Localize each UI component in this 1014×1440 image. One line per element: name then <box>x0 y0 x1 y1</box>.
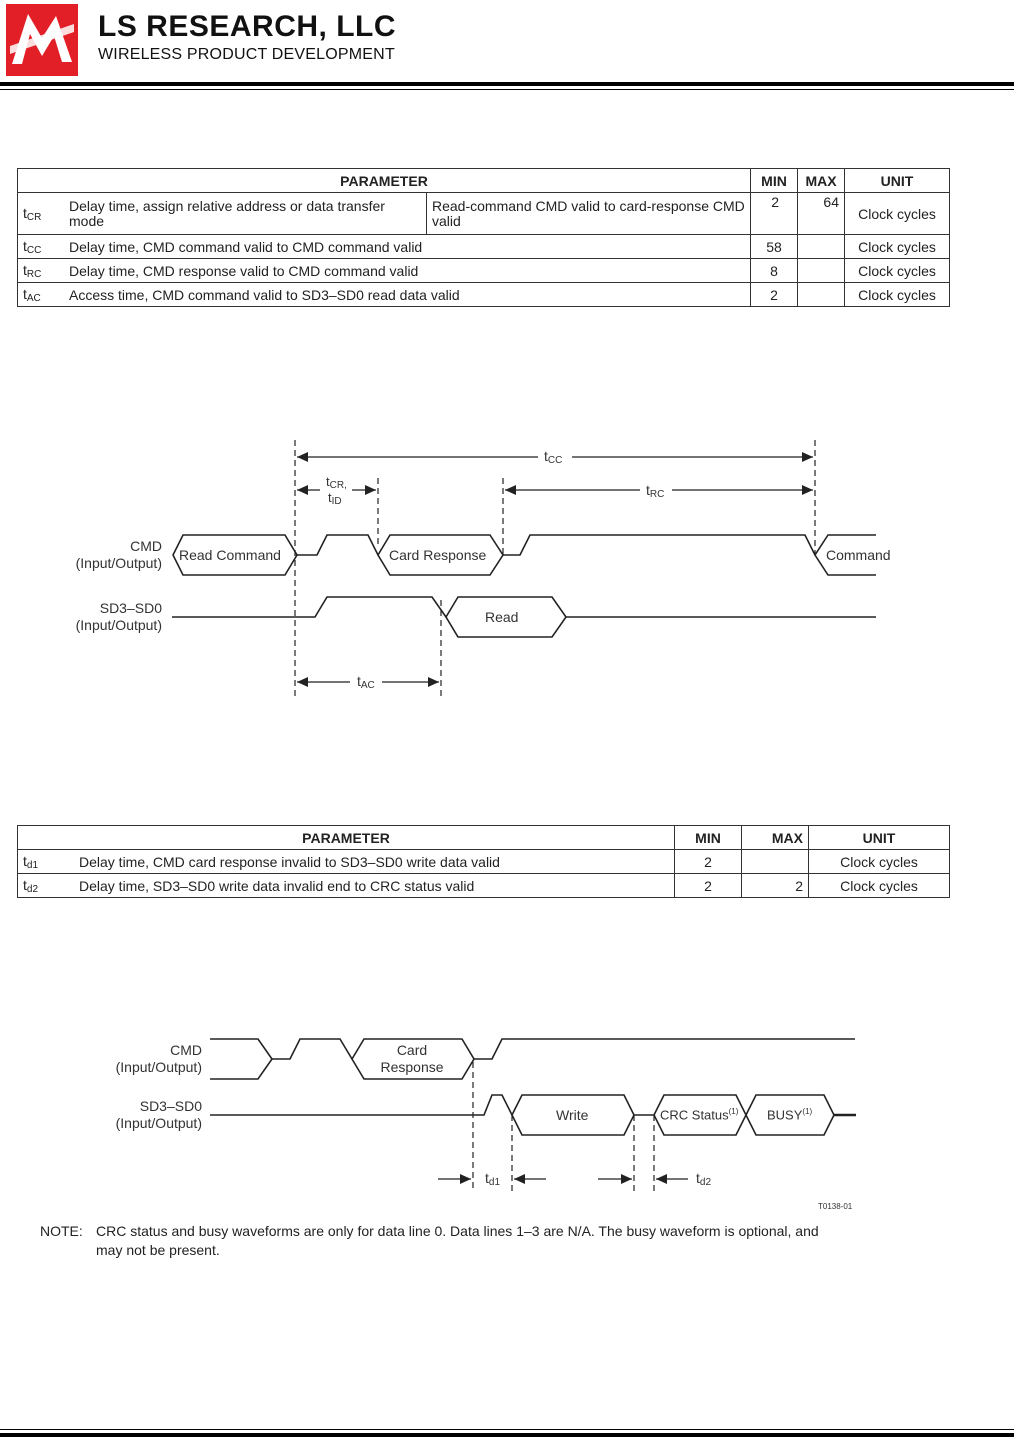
card-response-label: Card Response <box>389 547 487 563</box>
company-name: LS RESEARCH, LLC <box>98 10 397 43</box>
note-line-2: may not be present. <box>96 1242 220 1258</box>
read-label: Read <box>485 609 519 625</box>
response-text: Response <box>380 1059 444 1075</box>
card-response-label <box>379 1042 445 1076</box>
d2-cmd-signal-label <box>80 1042 202 1076</box>
write-label: Write <box>556 1107 589 1123</box>
cmd-high-level <box>474 1039 855 1059</box>
td1-label: $t_{d1}$ <box>485 1170 501 1188</box>
param-description: Delay time, assign relative address or data transfer mode <box>64 193 427 235</box>
cmd-high-pulse <box>272 1039 352 1059</box>
param-description: Delay time, CMD response valid to CMD command valid <box>64 259 751 283</box>
footnote <box>40 1222 890 1260</box>
param-unit: Clock cycles <box>845 235 950 259</box>
symbol-t: t <box>23 261 27 278</box>
param-max: 64 <box>798 193 845 235</box>
arrowhead-icon <box>460 1174 471 1184</box>
header-parameter: PARAMETER <box>18 169 751 193</box>
param-unit: Clock cycles <box>809 850 950 874</box>
read-command-label: Read Command <box>179 547 281 563</box>
tac-label: $t_{AC}$ <box>357 673 375 691</box>
param-description: Delay time, CMD command valid to CMD command valid <box>64 235 751 259</box>
card-text: Card <box>396 1042 428 1058</box>
param-min: 8 <box>751 259 798 283</box>
busy-label: BUSY$^{(1)}$ <box>767 1107 813 1123</box>
header-parameter: PARAMETER <box>18 826 675 850</box>
cmd-label: CMD <box>130 538 162 554</box>
cmd-bus-start <box>210 1039 272 1079</box>
param-min: 2 <box>751 283 798 307</box>
tcr-label: $t_{CR,}$ <box>326 474 347 491</box>
arrowhead-icon <box>514 1174 525 1184</box>
sd-label: SD3–SD0 <box>139 1098 202 1114</box>
sd-io-label: (Input/Output) <box>75 617 162 633</box>
symbol-t: t <box>23 204 27 221</box>
param-min: 2 <box>751 193 798 235</box>
symbol-sub: RC <box>26 268 42 280</box>
param-min: 58 <box>751 235 798 259</box>
footer-rule <box>0 1433 1014 1437</box>
symbol-t: t <box>23 876 27 893</box>
note-line-1: CRC status and busy waveforms are only for data line 0. Data lines 1–3 are N/A. The busy waveform is optional, and <box>96 1223 819 1239</box>
param-unit: Clock cycles <box>845 193 950 235</box>
param-condition: Read-command CMD valid to card-response CMD valid <box>427 193 751 235</box>
header-max: MAX <box>798 169 845 193</box>
symbol-t: t <box>23 237 27 254</box>
symbol-sub: CC <box>26 244 42 256</box>
figure-id: T0138-01 <box>818 1202 853 1211</box>
command-label: Command <box>826 547 891 563</box>
param-description: Delay time, SD3–SD0 write data invalid end to CRC status valid <box>74 874 675 898</box>
d2-sd-signal-label <box>80 1098 202 1132</box>
trc-label: $t_{RC}$ <box>646 482 665 500</box>
footer-rule-thin <box>0 1429 1014 1430</box>
cmd-io-label: (Input/Output) <box>75 555 162 571</box>
param-unit: Clock cycles <box>809 874 950 898</box>
header-min: MIN <box>751 169 798 193</box>
param-max: 2 <box>742 874 809 898</box>
header-unit: UNIT <box>809 826 950 850</box>
note-label: NOTE: <box>40 1223 83 1239</box>
param-min: 2 <box>675 874 742 898</box>
symbol-sub: CR <box>26 211 42 223</box>
tid-label: $t_{ID}$ <box>328 490 342 507</box>
header-unit: UNIT <box>845 169 950 193</box>
cmd-label: CMD <box>170 1042 202 1058</box>
symbol-t: t <box>23 285 27 302</box>
param-description: Delay time, CMD card response invalid to SD3–SD0 write data valid <box>74 850 675 874</box>
crc-status-label: CRC Status$^{(1)}$ <box>660 1107 739 1123</box>
td2-label: $t_{d2}$ <box>696 1170 712 1188</box>
symbol-sub: d1 <box>26 859 39 871</box>
cmd-io-label: (Input/Output) <box>115 1059 202 1075</box>
header-max: MAX <box>742 826 809 850</box>
arrowhead-icon <box>621 1174 632 1184</box>
header-min: MIN <box>675 826 742 850</box>
symbol-t: t <box>23 852 27 869</box>
company-tagline: WIRELESS PRODUCT DEVELOPMENT <box>98 46 395 63</box>
sd-io-label: (Input/Output) <box>115 1115 202 1131</box>
sd-label: SD3–SD0 <box>99 600 162 616</box>
tcc-label: $t_{CC}$ <box>544 448 563 466</box>
param-unit: Clock cycles <box>845 283 950 307</box>
symbol-sub: d2 <box>26 883 39 895</box>
param-min: 2 <box>675 850 742 874</box>
arrowhead-icon <box>656 1174 667 1184</box>
symbol-sub: AC <box>26 292 41 304</box>
param-description: Access time, CMD command valid to SD3–SD0 read data valid <box>64 283 751 307</box>
param-unit: Clock cycles <box>845 259 950 283</box>
sd-low-level <box>210 1095 512 1115</box>
